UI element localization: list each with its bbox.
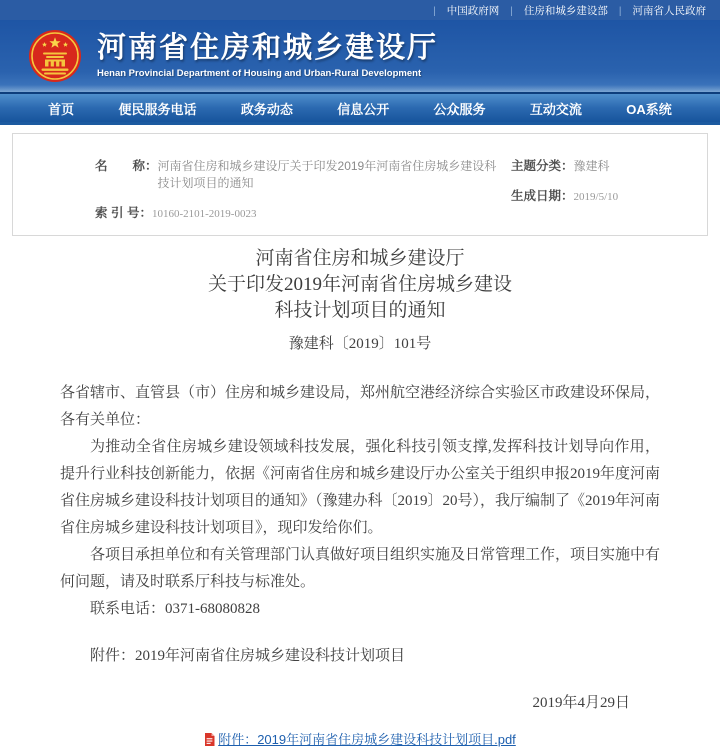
header-banner [0, 20, 720, 92]
document-title-line: 关于印发2019年河南省住房城乡建设 [207, 274, 512, 295]
meta-name-label: 名 称： [95, 159, 158, 173]
main-nav [0, 92, 720, 125]
meta-category-value: 豫建科 [573, 159, 610, 173]
site-title: 河南省住房和城乡建设厅 [97, 32, 439, 65]
nav-item[interactable]: 政务动态 [240, 101, 293, 117]
document-date: 2019年4月29日 [532, 695, 630, 711]
topbar [0, 0, 720, 20]
meta-gendate-label: 生成日期： [511, 189, 574, 203]
attachment-pdf-link[interactable]: 附件：2019年河南省住房城乡建设科技计划项目.pdf [218, 732, 516, 747]
attachment-note: 附件：2019年河南省住房城乡建设科技计划项目 [90, 648, 406, 664]
banner-text [97, 33, 438, 78]
site-subtitle-en: Henan Provincial Department of Housing and Urban-Rural Development [97, 67, 422, 79]
meta-row-gendate [511, 186, 707, 204]
nav-item[interactable]: 信息公开 [337, 101, 390, 117]
paragraph: 各项目承担单位和有关管理部门认真做好项目组织实施及日常管理工作，项目实施中有何问题，请及时联系厅科技与标准处。 [60, 547, 661, 590]
document-paragraphs [60, 380, 660, 623]
meta-info-box [12, 133, 708, 236]
nav-item[interactable]: 互动交流 [529, 101, 582, 117]
topbar-links [422, 1, 706, 19]
topbar-link[interactable]: | 住房和城乡建设部 [499, 5, 608, 17]
meta-index-value: 10160-2101-2019-0023 [151, 208, 257, 220]
document-number: 豫建科〔2019〕101号 [288, 336, 432, 352]
nav-item[interactable]: 便民服务电话 [118, 101, 197, 117]
document-title-line: 科技计划项目的通知 [274, 300, 446, 321]
topbar-link[interactable]: | 河南省人民政府 [608, 5, 706, 17]
meta-gendate-value: 2019/5/10 [573, 191, 619, 203]
document-title-line: 河南省住房和城乡建设厅 [255, 248, 465, 269]
paragraph: 各省辖市、直管县（市）住房和城乡建设局，郑州航空港经济综合实验区市政建设环保局，各有关单位： [60, 385, 661, 428]
document-title [60, 246, 660, 324]
nav-item[interactable]: OA系统 [626, 101, 672, 117]
nav-item[interactable]: 首页 [48, 101, 75, 117]
paragraph: 为推动全省住房城乡建设领域科技发展，强化科技引领支撑,发挥科技计划导向作用，提升行业科技创新能力，依据《河南省住房和城乡建设厅办公室关于组织申报2019年度河南省住房城乡建设科技计划项目的通知》（豫建办科〔2019〕20号），我厅编制了《2019年河南省住房城乡建设科技计划项目》，现印发给你们。 [60, 439, 661, 536]
national-emblem-icon [28, 29, 82, 83]
meta-row-index [95, 203, 511, 221]
paragraph: 联系电话：0371-68080828 [90, 601, 260, 617]
meta-row-name [95, 156, 511, 191]
attachment-link-row [60, 729, 660, 749]
meta-category-label: 主题分类： [511, 159, 574, 173]
topbar-link[interactable]: | 中国政府网 [422, 5, 499, 17]
meta-left-column [13, 144, 511, 221]
meta-right-column [511, 144, 707, 221]
meta-index-label: 索 引 号： [95, 206, 152, 220]
meta-name-value: 河南省住房和城乡建设厅关于印发2019年河南省住房城乡建设科技计划项目的通知 [157, 159, 497, 190]
pdf-file-icon [204, 733, 215, 746]
nav-item[interactable]: 公众服务 [433, 101, 486, 117]
meta-row-category [511, 156, 707, 174]
document-body [0, 246, 720, 749]
